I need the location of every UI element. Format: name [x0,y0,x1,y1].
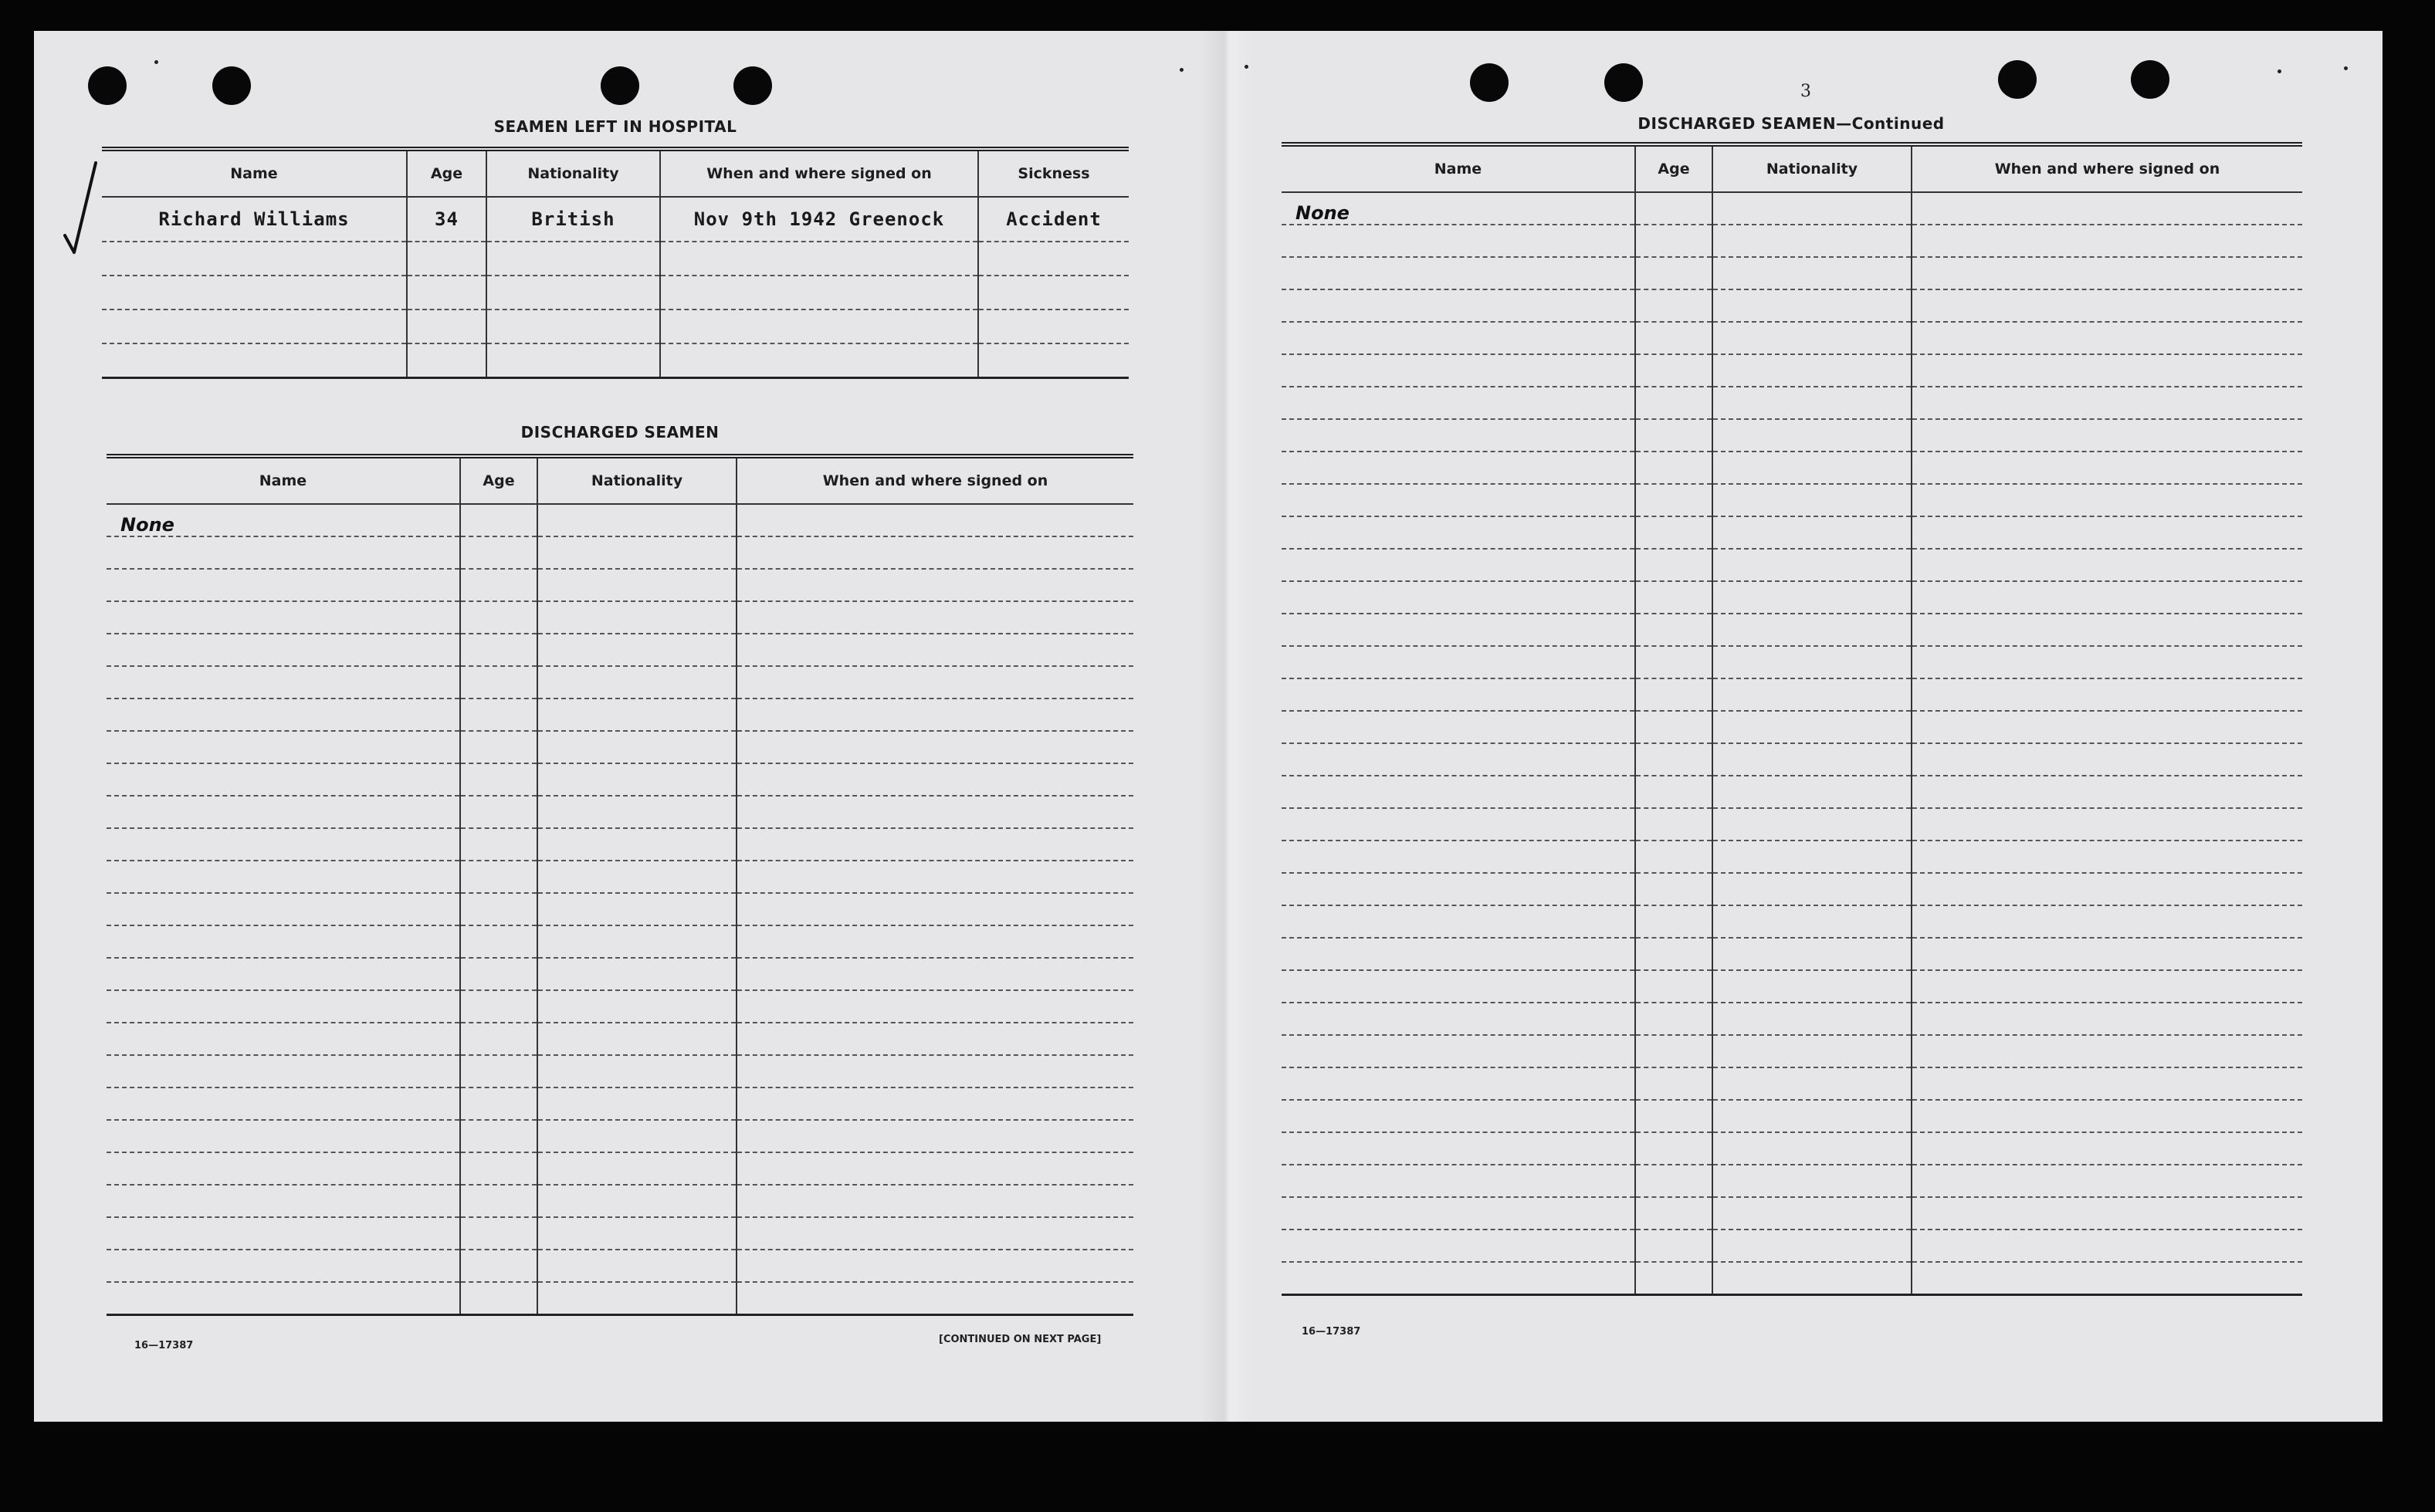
table-row [1282,711,2302,743]
form-number: 16—17387 [134,1340,194,1351]
seaman-name: Richard Williams [102,197,407,242]
table-row [1282,225,2302,257]
table-row [1282,452,2302,484]
table-row [1282,873,2302,905]
table-row [1282,678,2302,711]
column-header: Nationality [1712,144,1912,192]
table-row [1282,354,2302,387]
table-row [1282,970,2302,1003]
table-row [1282,1230,2302,1262]
column-header: When and where signed on [737,456,1133,504]
table-row [1282,549,2302,581]
table-row [1282,614,2302,646]
column-header: Name [102,149,407,197]
column-header: Nationality [537,456,737,504]
column-header: Nationality [486,149,660,197]
table-row [1282,581,2302,614]
column-header: Age [460,456,537,504]
table-row [1282,419,2302,452]
seaman-nationality: British [486,197,660,242]
seaman-age: 34 [407,197,486,242]
table-row [1282,516,2302,549]
column-header: Age [1635,144,1712,192]
discharged-continued-table [1282,142,2302,1296]
column-header: Age [407,149,486,197]
table-row [1282,387,2302,419]
table-row [1282,1067,2302,1100]
table-row [1282,905,2302,938]
table-row [1282,1035,2302,1067]
table-row [1282,1165,2302,1197]
table-row [1282,1197,2302,1230]
column-header: Name [1282,144,1635,192]
table-row [1282,484,2302,516]
table-row [1282,646,2302,678]
none-entry: None [107,504,460,536]
table-row [1282,257,2302,289]
table-row [1282,776,2302,808]
hospital-section-title: SEAMEN LEFT IN HOSPITAL [493,117,737,136]
continued-note: [CONTINUED ON NEXT PAGE] [939,1334,1102,1345]
discharged-section-title: DISCHARGED SEAMEN [520,423,720,441]
page-number: 3 [1800,82,1811,101]
table-row [1282,1132,2302,1165]
none-entry: None [1282,192,1635,225]
column-header: Sickness [978,149,1129,197]
table-row [1282,808,2302,841]
seaman-signed-on: Nov 9th 1942 Greenock [660,197,978,242]
table-row [1282,1003,2302,1035]
table-row [1282,743,2302,776]
form-number: 16—17387 [1302,1326,1361,1338]
column-header: When and where signed on [660,149,978,197]
table-row [1282,1262,2302,1294]
table-row [1282,938,2302,970]
table-row [1282,841,2302,873]
table-row [1282,289,2302,322]
column-header: Name [107,456,460,504]
seaman-sickness: Accident [978,197,1129,242]
table-row [1282,192,2302,225]
discharged-continued-title: DISCHARGED SEAMEN—Continued [1637,114,1945,133]
table-row [1282,1100,2302,1132]
table-row [1282,322,2302,354]
column-header: When and where signed on [1912,144,2302,192]
